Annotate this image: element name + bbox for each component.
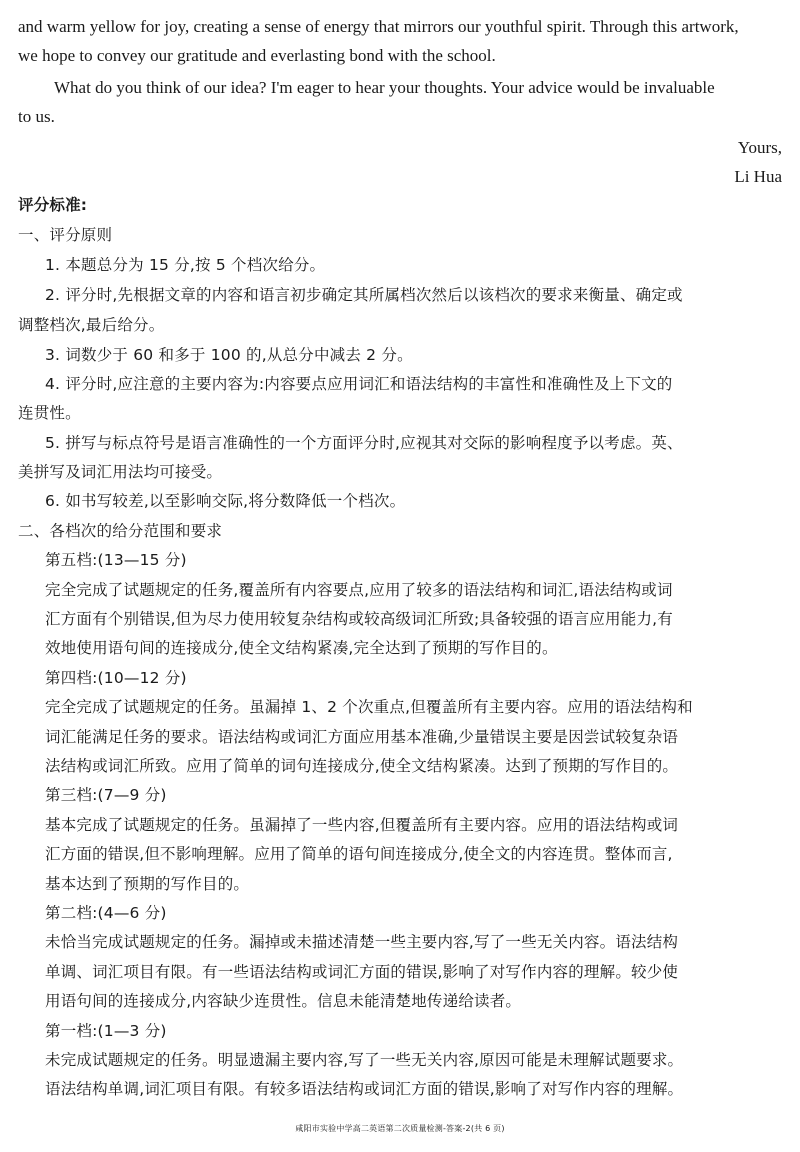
principle-item: 3. 词数少于 60 和多于 100 的,从总分中减去 2 分。 [45, 346, 413, 364]
principle-item-cont: 调整档次,最后给分。 [18, 316, 165, 334]
tier-label: 第一档:(1—3 分) [45, 1022, 167, 1040]
tier-line: 法结构或词汇所致。应用了简单的词句连接成分,使全文结构紧凑。达到了预期的写作目的。 [45, 757, 679, 775]
tier-label: 第五档:(13—15 分) [45, 551, 187, 569]
tier-label: 第四档:(10—12 分) [45, 669, 187, 687]
tier-line: 未恰当完成试题规定的任务。漏掉或未描述清楚一些主要内容,写了一些无关内容。语法结构 [45, 933, 679, 951]
principle-item: 5. 拼写与标点符号是语言准确性的一个方面评分时,应视其对交际的影响程度予以考虑。英、 [45, 434, 683, 452]
tier-line: 词汇能满足任务的要求。语法结构或词汇方面应用基本准确,少量错误主要是因尝试较复杂语 [45, 728, 679, 746]
tier-label: 第三档:(7—9 分) [45, 786, 167, 804]
principle-item: 6. 如书写较差,以至影响交际,将分数降低一个档次。 [45, 492, 406, 510]
rubric-title: 评分标准: [18, 196, 88, 214]
principle-item: 1. 本题总分为 15 分,按 5 个档次给分。 [45, 256, 326, 274]
tier-line: 完全完成了试题规定的任务。虽漏掉 1、2 个次重点,但覆盖所有主要内容。应用的语法结构和 [45, 698, 693, 716]
tier-line: 完全完成了试题规定的任务,覆盖所有内容要点,应用了较多的语法结构和词汇,语法结构或词 [45, 581, 673, 599]
page-footer: 咸阳市实验中学高二英语第二次质量检测-答案-2(共 6 页) [295, 1124, 505, 1133]
letter-line: we hope to convey our gratitude and everlasting bond with the school. [18, 46, 496, 65]
tier-line: 语法结构单调,词汇项目有限。有较多语法结构或词汇方面的错误,影响了对写作内容的理解。 [45, 1080, 684, 1098]
letter-signature: Li Hua [734, 167, 782, 186]
tier-label: 第二档:(4—6 分) [45, 904, 167, 922]
principle-item: 2. 评分时,先根据文章的内容和语言初步确定其所属档次然后以该档次的要求来衡量、确定或 [45, 286, 683, 304]
principle-item-cont: 连贯性。 [18, 404, 81, 422]
letter-line: to us. [18, 107, 55, 126]
letter-signoff: Yours, [737, 138, 782, 157]
letter-line: What do you think of our idea? I'm eager to hear your thoughts. Your advice would be invaluable [54, 78, 715, 97]
principle-item: 4. 评分时,应注意的主要内容为:内容要点应用词汇和语法结构的丰富性和准确性及上下文的 [45, 375, 673, 393]
section-heading: 一、评分原则 [18, 226, 113, 244]
tier-line: 基本完成了试题规定的任务。虽漏掉了一些内容,但覆盖所有主要内容。应用的语法结构或词 [45, 816, 679, 834]
tier-line: 效地使用语句间的连接成分,使全文结构紧凑,完全达到了预期的写作目的。 [45, 639, 558, 657]
tier-line: 汇方面有个别错误,但为尽力使用较复杂结构或较高级词汇所致;具备较强的语言应用能力,有 [45, 610, 673, 628]
tier-line: 用语句间的连接成分,内容缺少连贯性。信息未能清楚地传递给读者。 [45, 992, 522, 1010]
section-heading: 二、各档次的给分范围和要求 [18, 522, 223, 540]
tier-line: 未完成试题规定的任务。明显遗漏主要内容,写了一些无关内容,原因可能是未理解试题要求。 [45, 1051, 684, 1069]
principle-item-cont: 美拼写及词汇用法均可接受。 [18, 463, 223, 481]
tier-line: 基本达到了预期的写作目的。 [45, 875, 250, 893]
tier-line: 单调、词汇项目有限。有一些语法结构或词汇方面的错误,影响了对写作内容的理解。较少使 [45, 963, 679, 981]
letter-line: and warm yellow for joy, creating a sense of energy that mirrors our youthful spirit. Through this artwork, [18, 17, 739, 36]
tier-line: 汇方面的错误,但不影响理解。应用了简单的语句间连接成分,使全文的内容连贯。整体而言, [45, 845, 673, 863]
